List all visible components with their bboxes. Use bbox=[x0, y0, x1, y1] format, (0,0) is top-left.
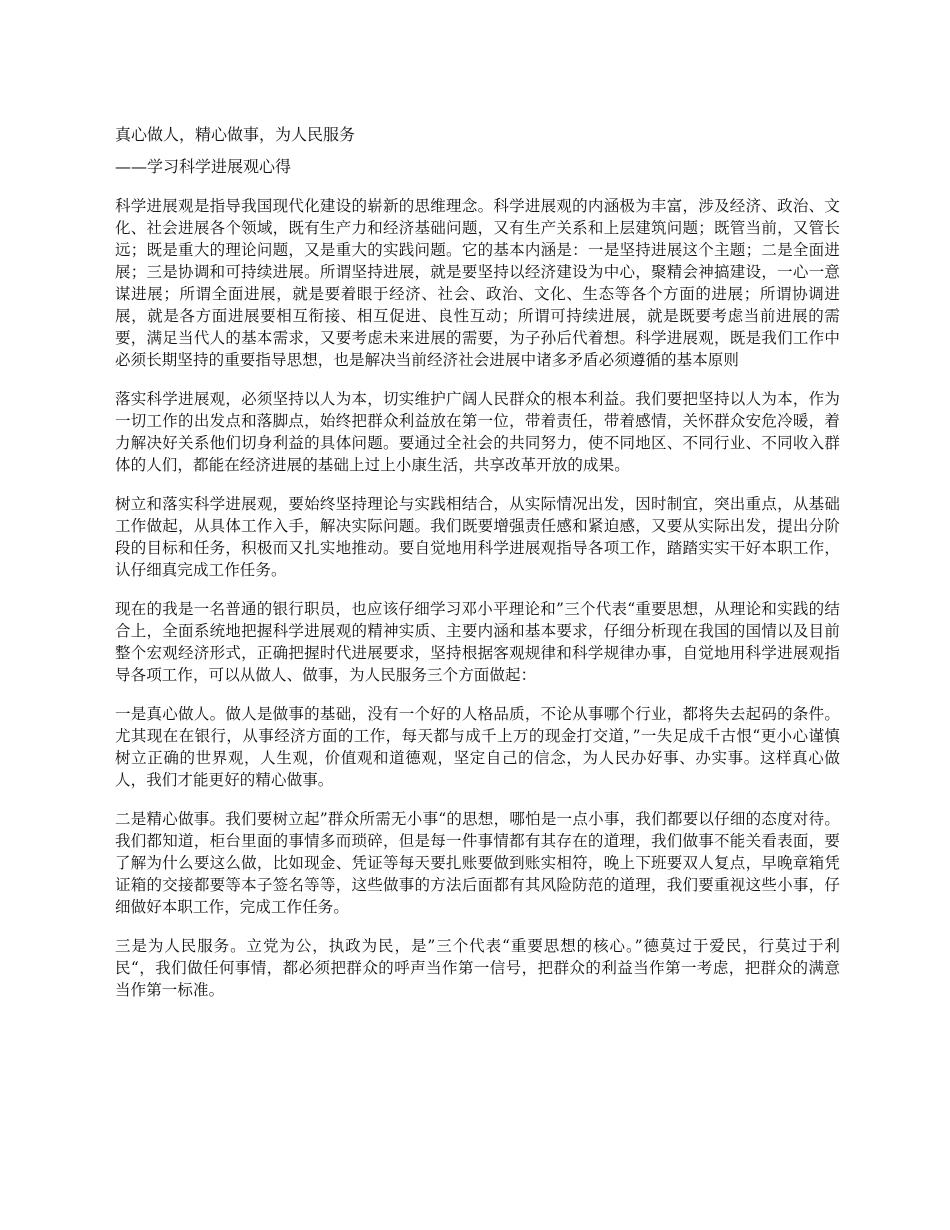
paragraph-3: 树立和落实科学进展观，要始终坚持理论与实践相结合，从实际情况出发，因时制宜，突出重点，从基础工作做起，从具体工作入手，解决实际问题。我们既要增强责任感和紧迫感，又要从实际出发，提出分阶段的目标和任务，积极而又扎实地推动。要自觉地用科学进展观指导各项工作，踏踏实实干好本职工作，认仔细真完成工作任务。 bbox=[115, 495, 840, 579]
paragraph-6: 二是精心做事。我们要树立起”群众所需无小事“的思想，哪怕是一点小事，我们都要以仔细的态度对待。我们都知道，柜台里面的事情多而琐碎，但是每一件事情都有其存在的道理，我们做事不能关看表面，要了解为什么要这么做，比如现金、凭证等每天要扎账要做到账实相符，晚上下班要双人复点，早晚章箱凭证箱的交接都要等本子签名等等，这些做事的方法后面都有其风险防范的道理，我们要重视这些小事，仔细做好本职工作，完成工作任务。 bbox=[115, 810, 840, 916]
paragraph-7: 三是为人民服务。立党为公，执政为民，是”三个代表“重要思想的核心。”德莫过于爱民，行莫过于利民“，我们做任何事情，都必须把群众的呼声当作第一信号，把群众的利益当作第一考虑，把群众的满意当作第一标准。 bbox=[115, 937, 840, 999]
paragraph-1: 科学进展观是指导我国现代化建设的崭新的思维理念。科学进展观的内涵极为丰富，涉及经济、政治、文化、社会进展各个领域，既有生产力和经济基础问题，又有生产关系和上层建筑问题；既管当前，又管长远；既是重大的理论问题，又是重大的实践问题。它的基本内涵是：一是坚持进展这个主题；二是全面进展；三是协调和可持续进展。所谓坚持进展，就是要坚持以经济建设为中心，聚精会神搞建设，一心一意谋进展；所谓全面进展，就是要着眼于经济、社会、政治、文化、生态等各个方面的进展；所谓协调进展，就是各方面进展要相互衔接、相互促进、良性互动；所谓可持续进展，就是既要考虑当前进展的需要，满足当代人的基本需求，又要考虑未来进展的需要，为子孙后代着想。科学进展观，既是我们工作中必须长期坚持的重要指导思想，也是解决当前经济社会进展中诸多矛盾必须遵循的基本原则 bbox=[115, 197, 840, 369]
paragraph-2: 落实科学进展观，必须坚持以人为本，切实维护广阔人民群众的根本利益。我们要把坚持以人为本，作为一切工作的出发点和落脚点，始终把群众利益放在第一位，带着责任，带着感情，关怀群众安危冷暖，着力解决好关系他们切身利益的具体问题。要通过全社会的共同努力，使不同地区、不同行业、不同收入群体的人们，都能在经济进展的基础上过上小康生活，共享改革开放的成果。 bbox=[115, 390, 840, 474]
document-subtitle: ——学习科学进展观心得 bbox=[115, 157, 292, 176]
paragraph-5: 一是真心做人。做人是做事的基础，没有一个好的人格品质，不论从事哪个行业，都将失去起码的条件。尤其现在在银行，从事经济方面的工作，每天都与成千上万的现金打交道，”一失足成千古恨“更小心谨慎树立正确的世界观，人生观，价值观和道德观，坚定自己的信念，为人民办好事、办实事。这样真心做人，我们才能更好的精心做事。 bbox=[115, 705, 840, 789]
document-title: 真心做人，精心做事，为人民服务 bbox=[115, 125, 356, 144]
document-page bbox=[115, 124, 840, 1018]
paragraph-4: 现在的我是一名普通的银行职员，也应该仔细学习邓小平理论和”三个代表“重要思想，从理论和实践的结合上，全面系统地把握科学进展观的精神实质、主要内涵和基本要求，仔细分析现在我国的国情以及目前整个宏观经济形式，正确把握时代进展要求，坚持根据客观规律和科学规律办事，自觉地用科学进展观指导各项工作，可以从做人、做事，为人民服务三个方面做起： bbox=[115, 600, 840, 684]
